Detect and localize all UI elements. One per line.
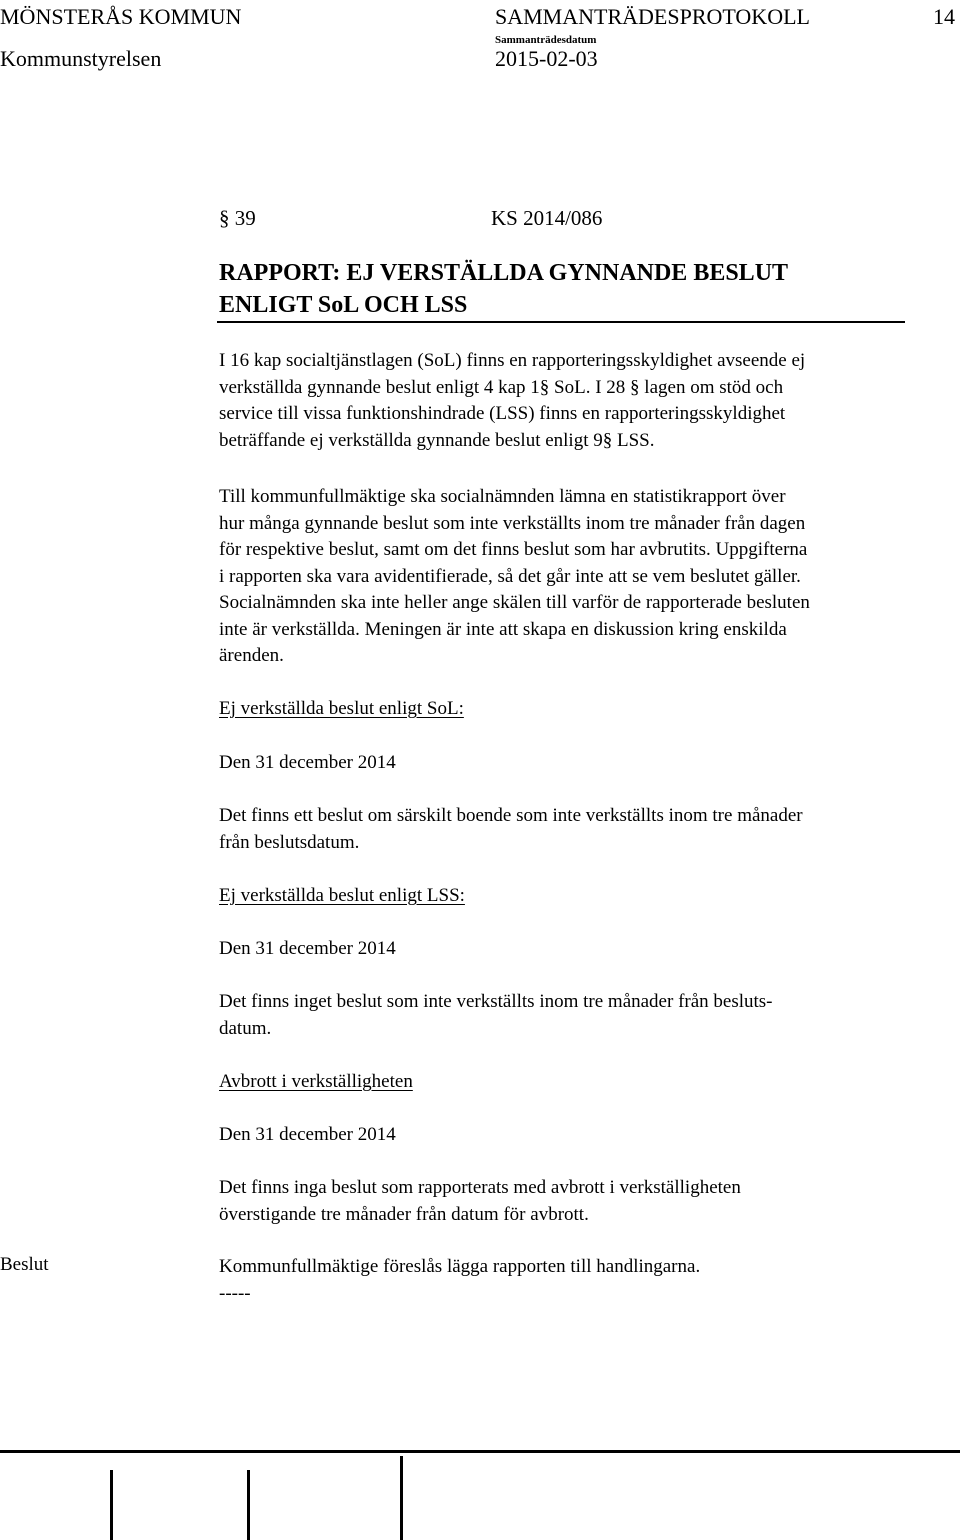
avbrott-date: Den 31 december 2014: [219, 1124, 396, 1145]
text-line: beträffande ej verkställda gynnande beslut enligt 9§ LSS.: [219, 429, 655, 451]
text-line: datum.: [219, 1017, 272, 1039]
decision-label: Beslut: [0, 1254, 49, 1275]
signature-divider: [247, 1470, 250, 1540]
text-line: Det finns inga beslut som rapporterats med avbrott i verkställigheten: [219, 1177, 741, 1198]
text-line: överstigande tre månader från datum för avbrott.: [219, 1203, 589, 1225]
paragraph-number: § 39: [219, 206, 256, 230]
text-line: I 16 kap socialtjänstlagen (SoL) finns en rapporteringsskyldighet avseende ej: [219, 350, 806, 371]
lss-text: [219, 989, 773, 1042]
signature-divider: [400, 1456, 403, 1540]
text-line: verkställda gynnande beslut enligt 4 kap 1§ SoL. I 28 § lagen om stöd och: [219, 376, 784, 398]
sol-text: [219, 803, 803, 856]
sol-date: Den 31 december 2014: [219, 752, 396, 773]
sol-heading: Ej verkställda beslut enligt SoL:: [219, 698, 464, 719]
text-line: Till kommunfullmäktige ska socialnämnden lämna en statistikrapport över: [219, 486, 786, 507]
date-label: Sammanträdesdatum: [495, 34, 597, 46]
text-line: Det finns ett beslut om särskilt boende som inte verkställts inom tre månader: [219, 805, 803, 826]
text-line: i rapporten ska vara avidentifierade, så det går inte att se vem beslutet gäller.: [219, 565, 801, 587]
title-underline: [217, 321, 905, 323]
text-line: ärenden.: [219, 645, 284, 666]
text-line: Det finns inget beslut som inte verkställts inom tre månader från besluts-: [219, 991, 773, 1012]
protocol-title: SAMMANTRÄDESPROTOKOLL: [495, 4, 810, 29]
meeting-date: 2015-02-03: [495, 46, 598, 71]
signature-divider: [110, 1470, 113, 1540]
lss-date: Den 31 december 2014: [219, 938, 396, 959]
text-line: inte är verkställda. Meningen är inte att skapa en diskussion kring enskilda: [219, 618, 787, 640]
lss-heading: Ej verkställda beslut enligt LSS:: [219, 885, 465, 906]
case-number: KS 2014/086: [491, 206, 603, 230]
section-title-line-2: ENLIGT SoL OCH LSS: [219, 292, 468, 318]
avbrott-text: [219, 1175, 741, 1228]
page-number: 14: [933, 4, 955, 29]
decision-text: Kommunfullmäktige föreslås lägga rapporten till handlingarna.: [219, 1256, 701, 1277]
text-line: från beslutsdatum.: [219, 831, 360, 853]
avbrott-heading: Avbrott i verkställigheten: [219, 1071, 413, 1092]
text-line: Socialnämnden ska inte heller ange skälen till varför de rapporterade besluten: [219, 592, 810, 613]
intro-paragraph: [219, 348, 805, 454]
report-paragraph: [219, 484, 810, 670]
text-line: service till vissa funktionshindrade (LSS) finns en rapporteringsskyldighet: [219, 403, 786, 424]
footer-rule: [0, 1450, 960, 1453]
committee-name: Kommunstyrelsen: [0, 46, 162, 71]
text-line: hur många gynnande beslut som inte verkställts inom tre månader från dagen: [219, 512, 806, 534]
text-line: för respektive beslut, samt om det finns beslut som har avbrutits. Uppgifterna: [219, 539, 808, 560]
section-title-line-1: RAPPORT: EJ VERSTÄLLDA GYNNANDE BESLUT: [219, 260, 789, 286]
organization-name: MÖNSTERÅS KOMMUN: [0, 4, 242, 29]
end-marker: -----: [219, 1283, 251, 1304]
